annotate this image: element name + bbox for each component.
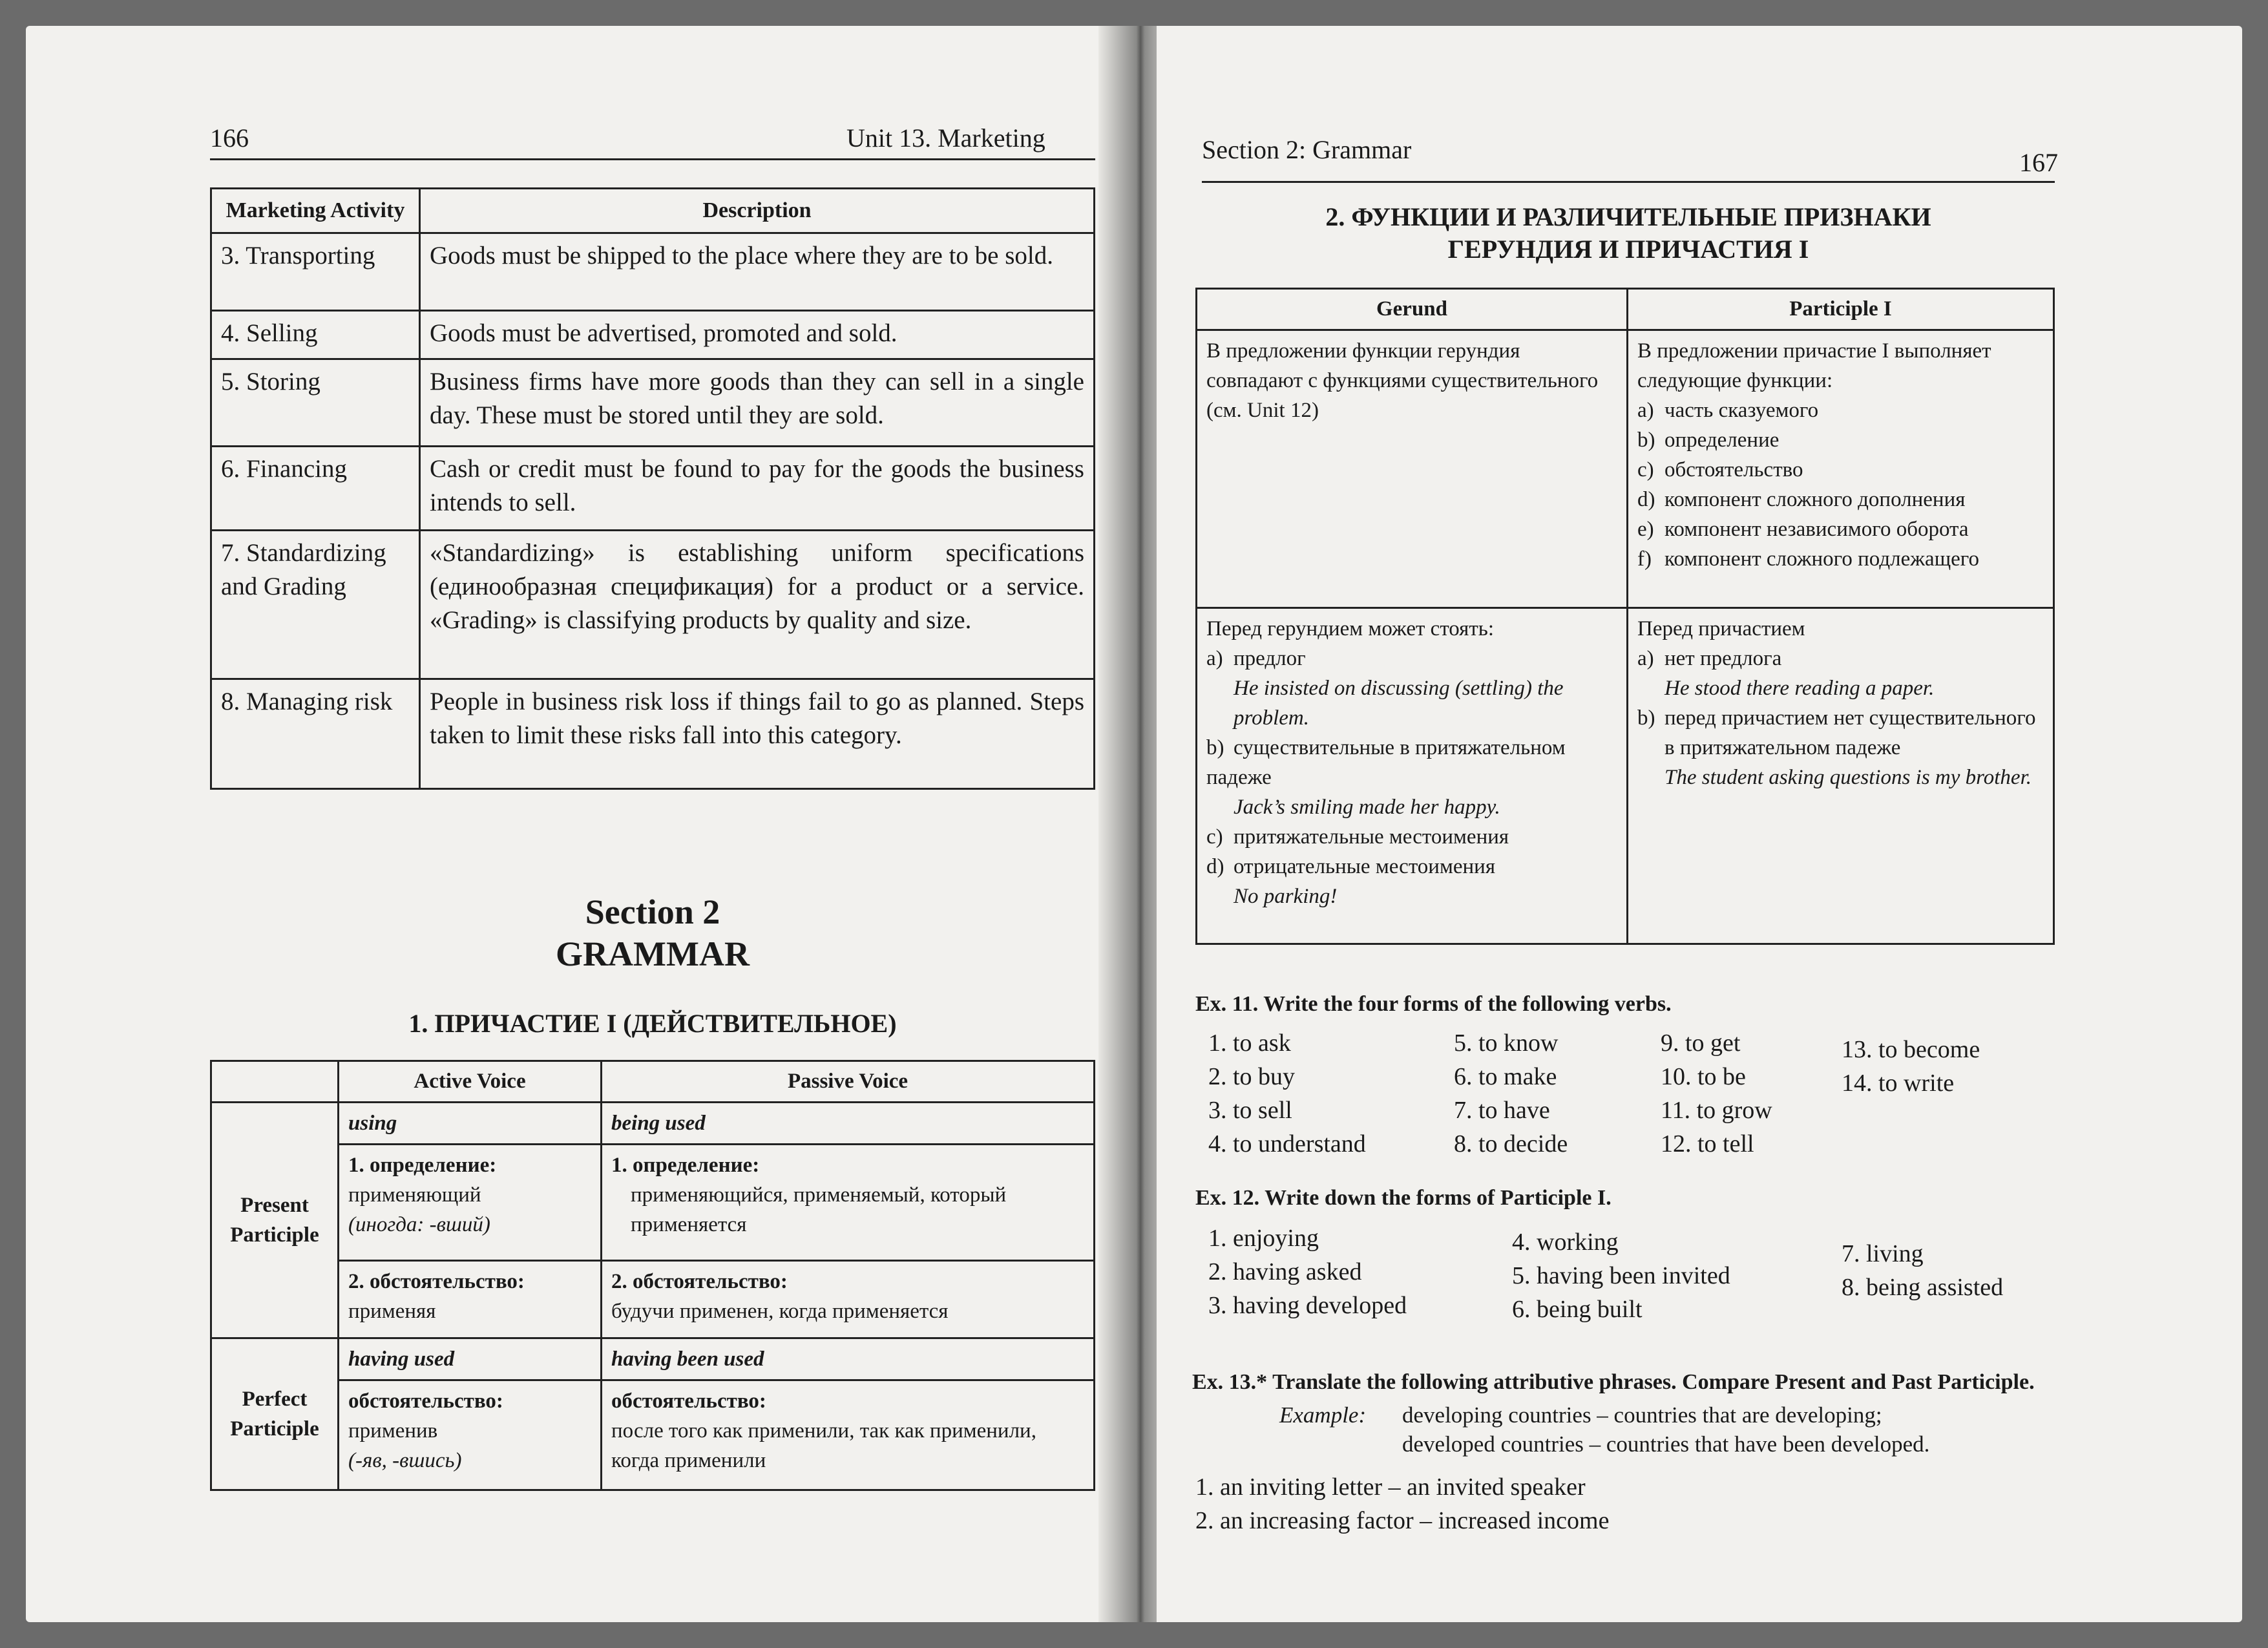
description-cell: «Standardizing» is establishing uniform specifications (единообразная спецификация) for a product or a service. «Grading» is classifying products by quality and size. (420, 531, 1095, 679)
list-item: 9. to get (1661, 1030, 1741, 1057)
grammar-title-line2: ГЕРУНДИЯ И ПРИЧАСТИЯ I (1447, 235, 1809, 264)
cell-intro: Перед герундием может стоять: (1206, 617, 1495, 640)
list-item: f) компонент сложного подлежащего (1637, 547, 1979, 571)
definition-cell (602, 1145, 1095, 1261)
page-number: 167 (2019, 148, 2058, 177)
list-item: 10. to be (1661, 1063, 1746, 1090)
description-cell: Goods must be shipped to the place where they are to be sold. (420, 233, 1095, 311)
circumstance-cell (339, 1380, 602, 1490)
list-item: a) нет предлога (1637, 647, 1782, 670)
list-item: 4. to understand (1208, 1130, 1366, 1157)
cell-title: обстоятельство: (611, 1389, 766, 1413)
list-item: c) обстоятельство (1637, 458, 1803, 481)
description-cell: People in business risk loss if things fail to go as planned. Steps taken to limit these risks fall into this category. (420, 679, 1095, 789)
right-page (1157, 26, 2242, 1622)
table-header: Participle I (1628, 289, 2054, 330)
cell-note: (иногда: -вший) (348, 1213, 490, 1236)
list-column (1208, 1026, 1454, 1161)
header-rule (210, 158, 1095, 160)
ex13-title: Ex. 13.* Translate the following attributive phrases. Compare Present and Past Participle. (1192, 1370, 2035, 1394)
cell-text: будучи применен, когда применяется (611, 1300, 949, 1323)
table-row (211, 679, 1095, 789)
ex11-list (1208, 1026, 2061, 1161)
grammar-title-line1: 2. ФУНКЦИИ И РАЗЛИЧИТЕЛЬНЫЕ ПРИЗНАКИ (1325, 202, 1931, 231)
list-column (1208, 1221, 1512, 1326)
gerund-functions-cell: В предложении функции герундия совпадают с функциями существительного (см. Unit 12) (1197, 330, 1628, 608)
ex12-title: Ex. 12. Write down the forms of Participle I. (1195, 1186, 1612, 1210)
gerund-participle-table (1195, 288, 2055, 945)
list-item: 3. to sell (1208, 1097, 1292, 1124)
list-item: 1. an inviting letter – an invited speaker (1195, 1474, 1586, 1501)
table-header: Gerund (1197, 289, 1628, 330)
example-text: He stood there reading a paper. (1664, 677, 1935, 700)
example-text: Jack’s smiling made her happy. (1234, 796, 1500, 819)
activity-cell: 8. Managing risk (211, 679, 420, 789)
list-item: 2. to buy (1208, 1063, 1296, 1090)
ex13-list (1195, 1470, 1609, 1537)
list-item: d) компонент сложного дополнения (1637, 488, 1966, 511)
list-item: d) отрицательные местоимения (1206, 855, 1495, 878)
section-subheading: GRAMMAR (556, 935, 750, 973)
list-item: 7. living (1842, 1240, 1924, 1267)
table-row (211, 311, 1095, 359)
list-item: 2. having asked (1208, 1258, 1362, 1285)
list-item: 8. being assisted (1842, 1274, 2004, 1301)
table-row (211, 359, 1095, 447)
list-column (1454, 1026, 1661, 1161)
list-item: b) существительные в притяжательном падеже (1206, 736, 1566, 789)
cell-title: 1. определение: (348, 1154, 497, 1177)
list-item: 13. to become (1842, 1036, 1980, 1063)
list-column (1842, 1026, 2035, 1161)
table-header: Passive Voice (602, 1061, 1095, 1103)
example-label: Example: (1279, 1402, 1367, 1428)
cell-intro: В предложении причастие I выполняет следующие функции: (1637, 339, 1991, 392)
list-item: 1. to ask (1208, 1030, 1291, 1057)
example-text: The student asking questions is my brother. (1664, 766, 2032, 789)
table-header: Description (420, 189, 1095, 233)
example-text: No parking! (1234, 885, 1338, 908)
table-row (211, 447, 1095, 531)
table-row (211, 233, 1095, 311)
description-cell: Cash or credit must be found to pay for the goods the business intends to sell. (420, 447, 1095, 531)
form-cell: having been used (602, 1338, 1095, 1380)
participle-preceded-cell (1628, 608, 2054, 944)
circumstance-cell (602, 1380, 1095, 1490)
cell-text: применяющий (348, 1183, 481, 1207)
running-head: Section 2: Grammar (1202, 135, 1412, 164)
cell-title: 1. определение: (611, 1154, 760, 1177)
participle-heading: 1. ПРИЧАСТИЕ I (ДЕЙСТВИТЕЛЬНОЕ) (408, 1009, 897, 1038)
header-rule (1202, 181, 2055, 183)
cell-text: применив (348, 1419, 438, 1442)
form-cell: having used (339, 1338, 602, 1380)
section-heading: Section 2 (585, 893, 720, 931)
list-item: 6. being built (1512, 1296, 1643, 1323)
running-head: Unit 13. Marketing (846, 123, 1045, 153)
row-label-present: Present Participle (211, 1103, 339, 1338)
list-item: e) компонент независимого оборота (1637, 518, 1969, 541)
list-item: 11. to grow (1661, 1097, 1772, 1124)
list-item: 8. to decide (1454, 1130, 1568, 1157)
row-label-perfect: Perfect Participle (211, 1338, 339, 1490)
gerund-preceded-cell (1197, 608, 1628, 944)
activity-cell: 3. Transporting (211, 233, 420, 311)
cell-note: (-яв, -вшись) (348, 1449, 462, 1472)
table-row (211, 531, 1095, 679)
circumstance-cell (339, 1261, 602, 1338)
form-cell: being used (602, 1103, 1095, 1145)
list-item: 1. enjoying (1208, 1225, 1319, 1252)
activity-cell: 4. Selling (211, 311, 420, 359)
list-column (1512, 1221, 1842, 1326)
table-header: Marketing Activity (211, 189, 420, 233)
list-column (1842, 1221, 2048, 1326)
table-header-corner (211, 1061, 339, 1103)
ex11-title: Ex. 11. Write the four forms of the following verbs. (1195, 992, 1672, 1016)
marketing-activities-table (210, 187, 1095, 790)
description-cell: Goods must be advertised, promoted and sold. (420, 311, 1095, 359)
list-item: c) притяжательные местоимения (1206, 825, 1509, 849)
cell-text: после того как применили, так как применили, когда применили (611, 1419, 1036, 1472)
cell-text: применяя (348, 1300, 436, 1323)
cell-title: 2. обстоятельство: (611, 1270, 788, 1293)
list-item: a) часть сказуемого (1637, 399, 1819, 422)
page-number: 166 (210, 123, 249, 153)
list-item: 5. to know (1454, 1030, 1559, 1057)
circumstance-cell (602, 1261, 1095, 1338)
list-item: b) перед причастием нет существительного в притяжательном падеже (1637, 706, 2036, 759)
activity-cell: 6. Financing (211, 447, 420, 531)
activity-cell: 7. Standardizing and Grading (211, 531, 420, 679)
cell-title: обстоятельство: (348, 1389, 503, 1413)
list-item: 2. an increasing factor – increased income (1195, 1507, 1610, 1534)
cell-text: применяющийся, применяемый, который применяется (631, 1183, 1007, 1236)
ex12-list (1208, 1221, 2061, 1326)
list-item: 14. to write (1842, 1070, 1955, 1097)
list-item: 3. having developed (1208, 1292, 1407, 1319)
participle-functions-cell (1628, 330, 2054, 608)
left-page (26, 26, 1124, 1622)
list-item: b) определение (1637, 428, 1780, 452)
participle-table (210, 1060, 1095, 1491)
description-cell: Business firms have more goods than they can sell in a single day. These must be stored until they are sold. (420, 359, 1095, 447)
list-item: 6. to make (1454, 1063, 1557, 1090)
example-line: developed countries – countries that have been developed. (1402, 1431, 1930, 1457)
table-header: Active Voice (339, 1061, 602, 1103)
list-item: 12. to tell (1661, 1130, 1754, 1157)
list-item: a) предлог (1206, 647, 1306, 670)
example-line: developing countries – countries that are developing; (1402, 1402, 1882, 1428)
form-cell: using (339, 1103, 602, 1145)
example-text: He insisted on discussing (settling) the problem. (1234, 677, 1564, 730)
cell-title: 2. обстоятельство: (348, 1270, 525, 1293)
definition-cell (339, 1145, 602, 1261)
list-column (1661, 1026, 1842, 1161)
cell-intro: Перед причастием (1637, 617, 1805, 640)
list-item: 4. working (1512, 1229, 1619, 1256)
list-item: 5. having been invited (1512, 1262, 1730, 1289)
list-item: 7. to have (1454, 1097, 1550, 1124)
activity-cell: 5. Storing (211, 359, 420, 447)
